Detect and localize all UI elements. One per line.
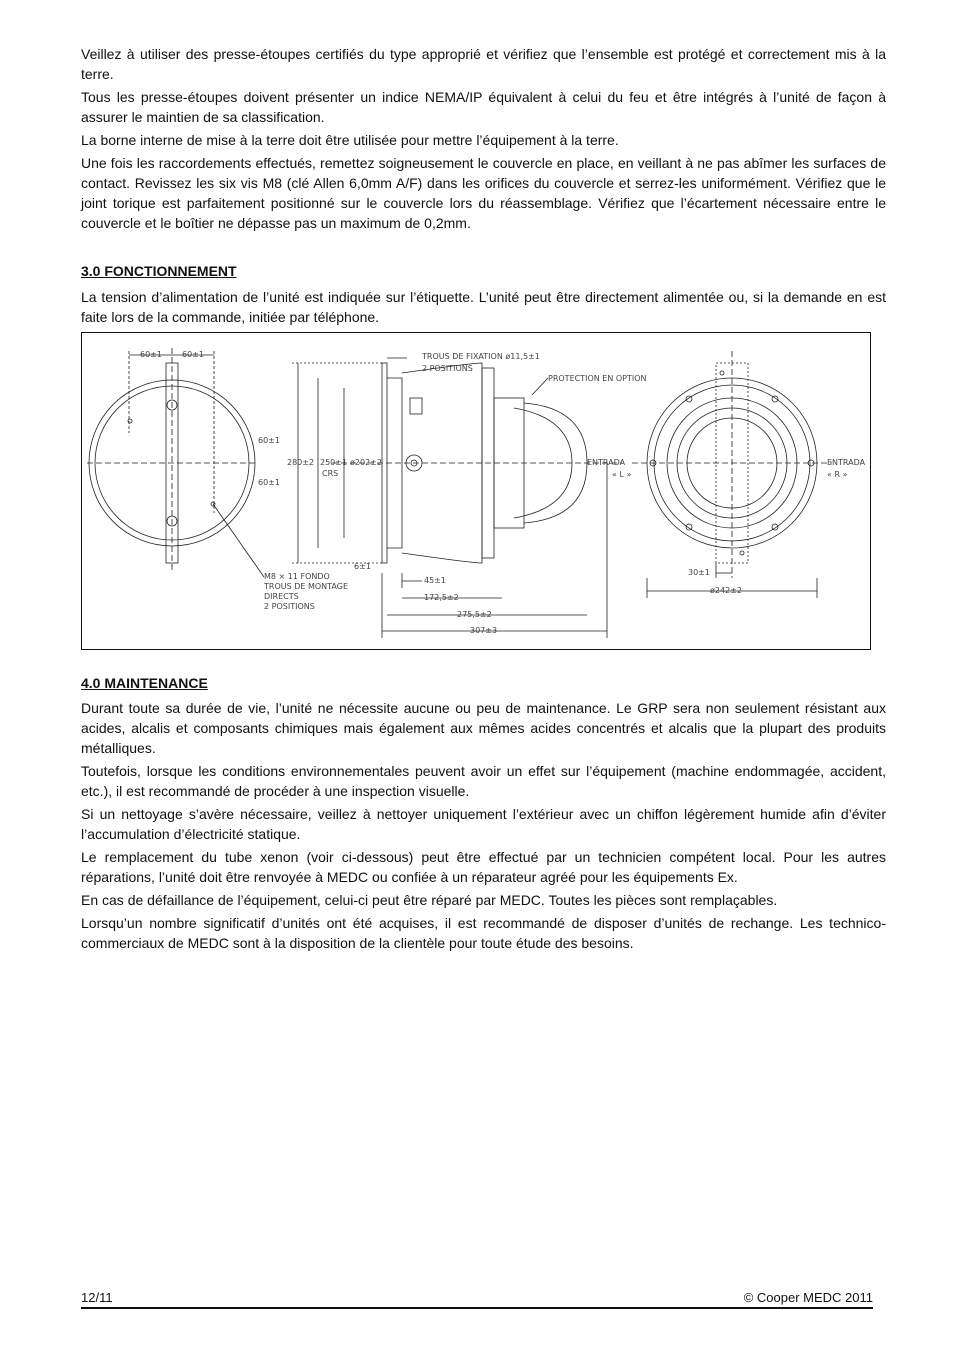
intro-paragraph: Tous les presse-étoupes doivent présenter un indice NEMA/IP équivalent à celui du feu et être intégrés à l’unité de façon à assurer le maintien de sa classification.: [81, 89, 886, 125]
mount-label: 2 POSITIONS: [264, 602, 315, 611]
entrada-left-label: « L »: [612, 470, 632, 479]
section-4-paragraph: En cas de défaillance de l’équipement, celui-ci peut être réparé par MEDC. Toutes les pièces sont remplaçables.: [81, 892, 778, 908]
dim-label: 6±1: [354, 562, 371, 571]
dim-label: 172,5±2: [424, 593, 459, 602]
section-4-heading: 4.0 MAINTENANCE: [81, 675, 208, 691]
dim-label: 307±3: [470, 626, 498, 635]
dim-label: 45±1: [424, 576, 446, 585]
fix-label: 2 POSITIONS: [422, 364, 473, 373]
intro-paragraph: Une fois les raccordements effectués, remettez soigneusement le couvercle en place, en veillant à ne pas abîmer les surfaces de contact. Revissez les six vis M8 (clé Allen 6,0mm A/F) dans les orifices du couvercle et serrez-les uniformément. Vérifiez que le joint torique est parfaitement positionné sur le couvercle lors du réassemblage. Vérifiez que l’écartement nécessaire entre le couvercle et le boîtier ne dépasse pas un maximum de 0,2mm.: [81, 155, 886, 231]
section-4-paragraph: Durant toute sa durée de vie, l’unité ne nécessite aucune ou peu de maintenance. Le GRP sera non seulement résistant aux acides, alcalis et composants chimiques mais également aux mêmes acides concentrés et alcalis que la plupart des produits métalliques.: [81, 700, 886, 756]
section-3-body: [81, 287, 886, 330]
dim-label: ø202±2: [350, 458, 382, 467]
dim-label: 280±2: [287, 458, 315, 467]
entrada-right-label: ENTRADA: [827, 458, 866, 467]
section-4-paragraph: Toutefois, lorsque les conditions environnementales peuvent avoir un effet sur l’équipement (machine endommagée, accident, etc.), il est recommandé de procéder à une inspection visuelle.: [81, 763, 886, 799]
section-4-paragraph: Si un nettoyage s’avère nécessaire, veillez à nettoyer uniquement l’extérieur avec un chiffon légèrement humide afin d’éviter l’accumulation d’électricité statique.: [81, 806, 886, 842]
footer-divider: [81, 1307, 873, 1309]
intro-paragraph: La borne interne de mise à la terre doit être utilisée pour mettre l’équipement à la terre.: [81, 132, 619, 148]
protection-label: PROTECTION EN OPTION: [548, 374, 647, 383]
fix-label: TROUS DE FIXATION ø11,5±1: [422, 352, 540, 361]
dimension-drawing: [82, 333, 872, 651]
dim-label: 60±1: [258, 478, 280, 487]
intro-text: [81, 44, 886, 236]
intro-paragraph: Veillez à utiliser des presse-étoupes certifiés du type approprié et vérifiez que l’ensemble est protégé et correctement mis à la terre.: [81, 46, 886, 82]
dim-label: 275,5±2: [457, 610, 492, 619]
rear-view: [87, 348, 264, 577]
section-4-paragraph: Le remplacement du tube xenon (voir ci-dessous) peut être effectué par un technicien compétent local. Pour les autres réparations, l’unité doit être renvoyée à MEDC ou confiée à un réparateur agréé pour les équipements Ex.: [81, 849, 886, 885]
front-view: [632, 351, 832, 598]
mount-label: DIRECTS: [264, 592, 299, 601]
dim-label: 250±1: [320, 458, 348, 467]
technical-drawing: [81, 332, 871, 650]
copyright-notice: © Cooper MEDC 2011: [743, 1290, 873, 1305]
section-3-paragraph: La tension d’alimentation de l’unité est indiquée sur l’étiquette. L’unité peut être directement alimentée ou, si la demande en est faite lors de la commande, initiée par téléphone.: [81, 289, 886, 325]
dim-label: ø242±2: [710, 586, 742, 595]
dim-label: 30±1: [688, 568, 710, 577]
section-3-heading: 3.0 FONCTIONNEMENT: [81, 263, 237, 279]
page-number: 12/11: [81, 1290, 113, 1305]
dim-label: 60±1: [182, 350, 204, 359]
entrada-left-label: ENTRADA: [587, 458, 626, 467]
mount-label: M8 × 11 FONDO: [264, 572, 330, 581]
section-4-paragraph: Lorsqu’un nombre significatif d’unités ont été acquises, il est recommandé de disposer d’unités de rechange. Les technico-commerciaux de MEDC sont à la disposition de la clientèle pour toute étude des besoins.: [81, 915, 886, 951]
dim-label: CRS: [322, 469, 339, 478]
mount-label: TROUS DE MONTAGE: [264, 582, 349, 591]
section-4-body: [81, 698, 886, 956]
dim-label: 60±1: [258, 436, 280, 445]
dim-label: 60±1: [140, 350, 162, 359]
entrada-right-label: « R »: [827, 470, 848, 479]
